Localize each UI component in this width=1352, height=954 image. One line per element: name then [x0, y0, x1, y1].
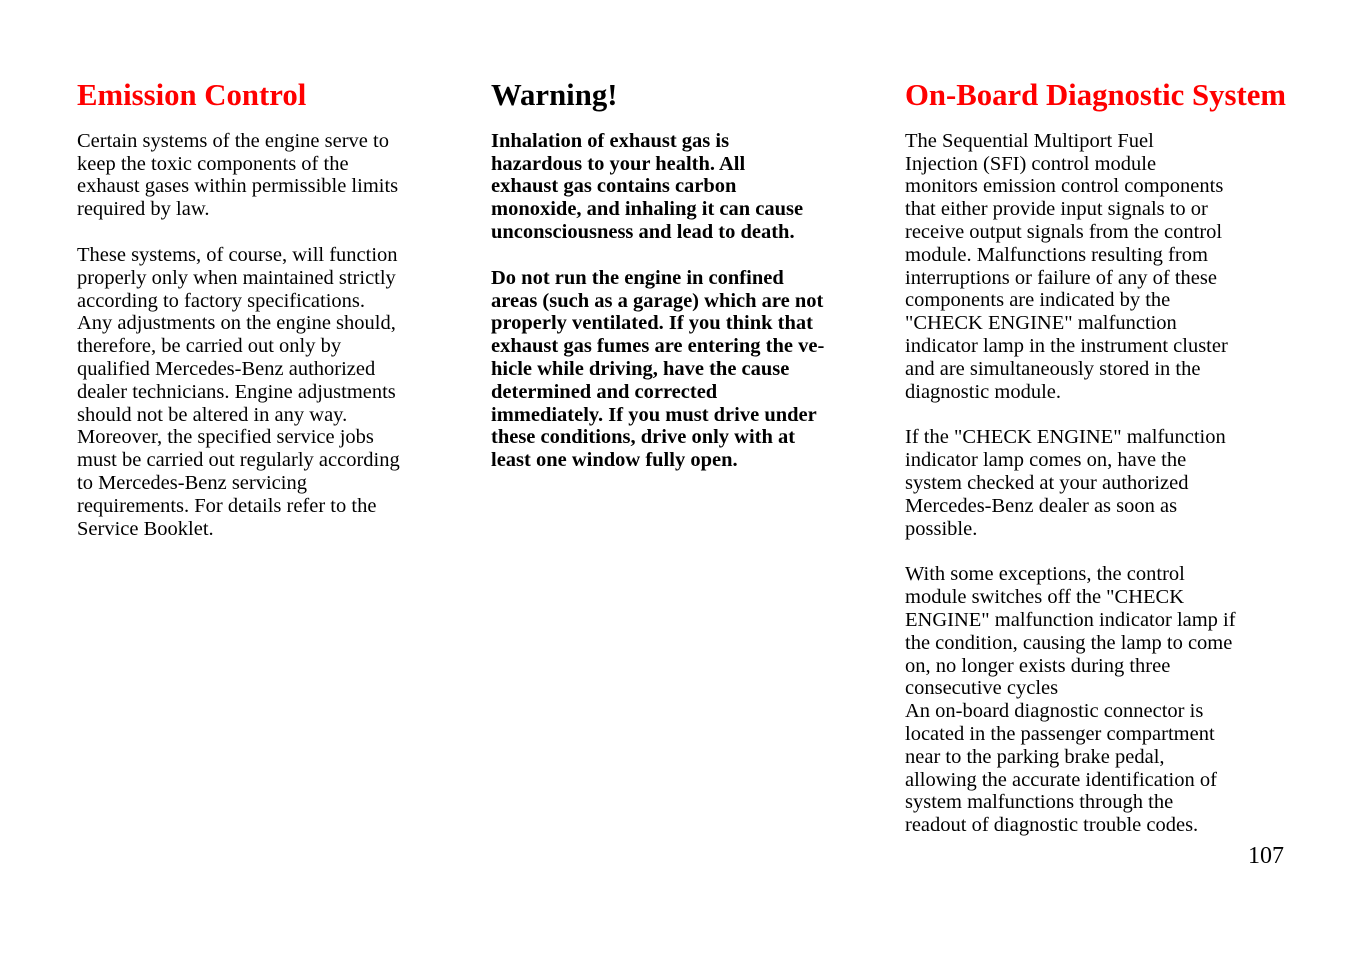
section-heading-on-board-diagnostic: On-Board Diagnostic System [905, 78, 1286, 112]
page-number: 107 [1248, 843, 1284, 869]
paragraph-sfi-module: The Sequential Multiport Fuel Injection (SFI) control module monitors emission control components that either provide input signals to or receive output signals from the control module. Malfunctions resulting from interruptions or failure of any of these components are indicated by the "CHECK ENGINE" malfunction indicator lamp in the instrument cluster and are simultaneously stored in the diagnostic module. [905, 129, 1228, 403]
paragraph-warning-confined-areas: Do not run the engine in confined areas (such as a garage) which are not properly ventilated. If you think that exhaust gas fumes are entering the ve- hicle while driving, have the cause determined and corrected immediately. If you must drive under these conditions, drive only with at least one window fully open. [491, 266, 825, 472]
paragraph-emission-intro: Certain systems of the engine serve to keep the toxic components of the exhaust gases within permissible limits required by law. [77, 129, 399, 221]
column-emission-control [77, 78, 447, 563]
paragraph-check-engine-lamp: If the "CHECK ENGINE" malfunction indicator lamp comes on, have the system checked at your authorized Mercedes-Benz dealer as soon as possible. [905, 426, 1226, 540]
column-on-board-diagnostic [905, 78, 1286, 837]
paragraph-warning-inhalation: Inhalation of exhaust gas is hazardous to your health. All exhaust gas contains carbon monoxide, and inhaling it can cause unconsciousness and lead to death. [491, 129, 804, 243]
section-heading-emission-control: Emission Control [77, 78, 307, 112]
column-warning [491, 78, 871, 495]
paragraph-diagnostic-connector: An on-board diagnostic connector is located in the passenger compartment near to the parking brake pedal, allowing the accurate identification of system malfunctions through the readout of diagnostic trouble codes. [905, 700, 1217, 837]
paragraph-emission-maintenance: These systems, of course, will function properly only when maintained strictly according to factory specifications. Any adjustments on the engine should, therefore, be carried out only by qualified Mercedes-Benz authorized dealer technicians. Engine adjustments should not be altered in any way. Moreover, the specified service jobs must be carried out regularly according to Mercedes-Benz servicing requirements. For details refer to the Service Booklet. [77, 243, 400, 540]
paragraph-lamp-switch-off: With some exceptions, the control module switches off the "CHECK ENGINE" malfunction indicator lamp if the condition, causing the lamp to come on, no longer exists during three consecutive cycles [905, 563, 1236, 700]
warning-heading: Warning! [491, 78, 618, 112]
